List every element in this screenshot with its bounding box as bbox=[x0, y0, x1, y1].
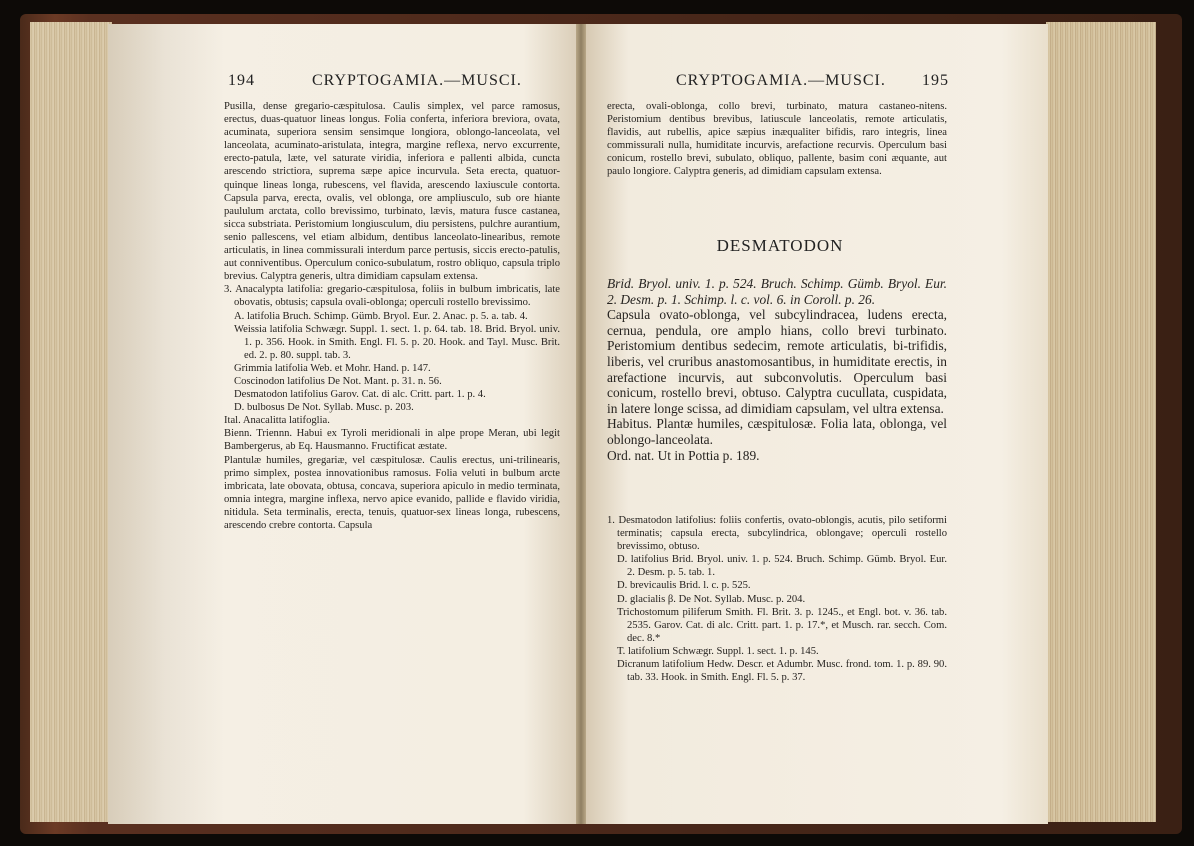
right-page-number: 195 bbox=[922, 72, 949, 89]
left-page-shadow bbox=[108, 24, 224, 824]
genus-description: Capsula ovato-oblonga, vel subcylindracea, ludens erecta, cernua, pendula, ore amplo hians, collo brevi turbinato. Peristomium dentibus sedecim, remote articulatis, bi-trifidis, liberis, vel cruribus anastomosantibus, in humiditate erectis, in arefactione incurvis, aut subconvolutis. Operculum basi conicum, rostello brevi, obtuso. Calyptra cucullata, cuspidata, in latere longe scissa, ad dimidiam capsulam, vel ultra extensa. bbox=[607, 307, 947, 416]
left-running-head: CRYPTOGAMIA.—MUSCI. bbox=[312, 72, 522, 89]
right-page-edges bbox=[1046, 22, 1156, 822]
genus-section bbox=[607, 276, 947, 463]
left-page-edges bbox=[30, 22, 112, 822]
left-description-paragraph: Pusilla, dense gregario-cæspitulosa. Caulis simplex, vel parce ramosus, erectus, duas-quatuor lineas longus. Folia conferta, inferiora breviora, ovata, acuminata, superiora sensim sensimque longiora, oblongo-lanceolata, vel lanceolata, acuminato-aristulata, integra, margine reflexa, nervo excurrente, erecto-patula, læte, vel saturate viridia, inferiora e pallenti albida, cuncta arescendo strictiora, suprema sæpe apice incurvula. Seta erecta, quatuor-quinque lineas longa, rubescens, vel flavida, arescendo laxiuscule contorta. Capsula parva, erecta, ovalis, vel oblonga, ore ampliusculo, sub ore hiante paululum arctata, collo brevissimo, turbinato, lævis, matura fusce castanea, sicca substriata. Peristomium longiusculum, diu persistens, pulchre aurantium, senio pallescens, vel etiam albidum, dentibus lanceolato-linearibus, remote articulatis, in linea commissurali interdum parce pertusis, siccis erecto-patulis, aut conniventibus. Operculum conico-subulatum, rostro obliquo, capsula triplo brevius. Calyptra generis, ultra dimidiam capsulam extensa. bbox=[224, 101, 560, 283]
genus-references: Brid. Bryol. univ. 1. p. 524. Bruch. Schimp. Gümb. Bryol. Eur. 2. Desm. p. 1. Schimp. l. c. vol. 6. in Coroll. p. 26. bbox=[607, 276, 947, 307]
plant-description: Plantulæ humiles, gregariæ, vel cæspitulosæ. Caulis erectus, uni-trilinearis, primo simplex, postea innovationibus ramosus. Folia veluti in bulbum arcte imbricata, late obovata, obtusa, concava, superiora apiculo in medio terminata, omnia integra, margine inflexa, nervo apice evanido, pallide e flavido viridia, nitidula. Seta terminalis, erecta, tenuis, quatuor-sex lineas longa, rubescens, arescendo crebre contorta. Capsula bbox=[224, 454, 560, 531]
right-running-head: CRYPTOGAMIA.—MUSCI. bbox=[676, 72, 886, 89]
species-section bbox=[607, 514, 947, 684]
book-gutter bbox=[576, 24, 586, 824]
genus-heading: DESMATODON bbox=[716, 236, 844, 255]
synonym-line: Grimmia latifolia Web. et Mohr. Hand. p. 147. bbox=[234, 362, 431, 374]
species-anacalypta-latifolia: 3. Anacalypta latifolia: gregario-cæspitulosa, foliis in bulbum imbricatis, late obovatis, obtusis; capsula ovali-oblonga; operculi rostello brevissimo. bbox=[224, 284, 560, 309]
left-page-text bbox=[224, 100, 560, 532]
habitat-paragraph: Bienn. Triennn. Habui ex Tyroli meridionali in alpe prope Meran, ubi legit Bambergerus, ab Eq. Hausmanno. Fructificat æstate. bbox=[224, 428, 560, 453]
italian-name: Ital. Anacalitta latifoglia. bbox=[224, 415, 330, 427]
synonym-line: Coscinodon latifolius De Not. Mant. p. 31. n. 56. bbox=[234, 375, 442, 387]
synonym-line: D. bulbosus De Not. Syllab. Musc. p. 203. bbox=[234, 402, 414, 414]
synonym-line: Desmatodon latifolius Garov. Cat. di alc. Critt. part. 1. p. 4. bbox=[234, 389, 486, 401]
synonym-line: T. latifolium Schwægr. Suppl. 1. sect. 1. p. 145. bbox=[617, 645, 819, 657]
ordo-line: Ord. nat. Ut in Pottia p. 189. bbox=[607, 447, 760, 463]
right-continuation-text: erecta, ovali-oblonga, collo brevi, turbinato, matura castaneo-nitens. Peristomium dentibus brevibus, latiuscule lanceolatis, remote articulatis, flavidis, aut rubellis, apice sæpius inæqualiter bifidis, raro integris, linea commissurali nulla, humiditate incurvis, arefactione recurvis. Operculum basi conicum, rostello brevi, subulato, obliquo, pallente, basim coni æquante, aut paulo longiore. Calyptra generis, ad dimidiam capsulam extensa. bbox=[607, 101, 947, 178]
habitus-line: Habitus. Plantæ humiles, cæspitulosæ. Folia lata, oblonga, vel oblongo-lanceolata. bbox=[607, 416, 947, 447]
synonym-line: Weissia latifolia Schwægr. Suppl. 1. sect. 1. p. 64. tab. 18. Brid. Bryol. univ. 1. p. 356. Hook. in Smith. Engl. Fl. 5. p. 20. Hook. and Tayl. Musc. Brit. ed. 2. p. 80. suppl. tab. 3. bbox=[234, 323, 560, 361]
synonym-line: Trichostomum piliferum Smith. Fl. Brit. 3. p. 1245., et Engl. bot. v. 36. tab. 2535. Garov. Cat. di alc. Critt. part. 1. p. 17.*, et Musch. rar. secch. Com. dec. 8.* bbox=[617, 606, 947, 644]
synonym-line: Dicranum latifolium Hedw. Descr. et Adumbr. Musc. frond. tom. 1. p. 89. 90. tab. 33. Hook. in Smith. Engl. Fl. 5. p. 37. bbox=[617, 659, 947, 684]
synonym-line: D. glacialis β. De Not. Syllab. Musc. p. 204. bbox=[617, 593, 806, 605]
synonym-line: A. latifolia Bruch. Schimp. Gümb. Bryol. Eur. 2. Anac. p. 5. a. tab. 4. bbox=[234, 310, 528, 322]
left-page-number: 194 bbox=[228, 72, 255, 89]
synonym-line: D. latifolius Brid. Bryol. univ. 1. p. 524. Bruch. Schimp. Gümb. Bryol. Eur. 2. Desm. p. 5. tab. 1. bbox=[617, 554, 947, 579]
synonym-line: D. brevicaulis Brid. l. c. p. 525. bbox=[617, 580, 751, 592]
species-desmatodon-latifolius: 1. Desmatodon latifolius: foliis confertis, ovato-oblongis, acutis, pilo setiformi terminatis; capsula erecta, subcylindrica, oblongave; operculi rostello brevissimo, obtuso. bbox=[607, 515, 947, 553]
